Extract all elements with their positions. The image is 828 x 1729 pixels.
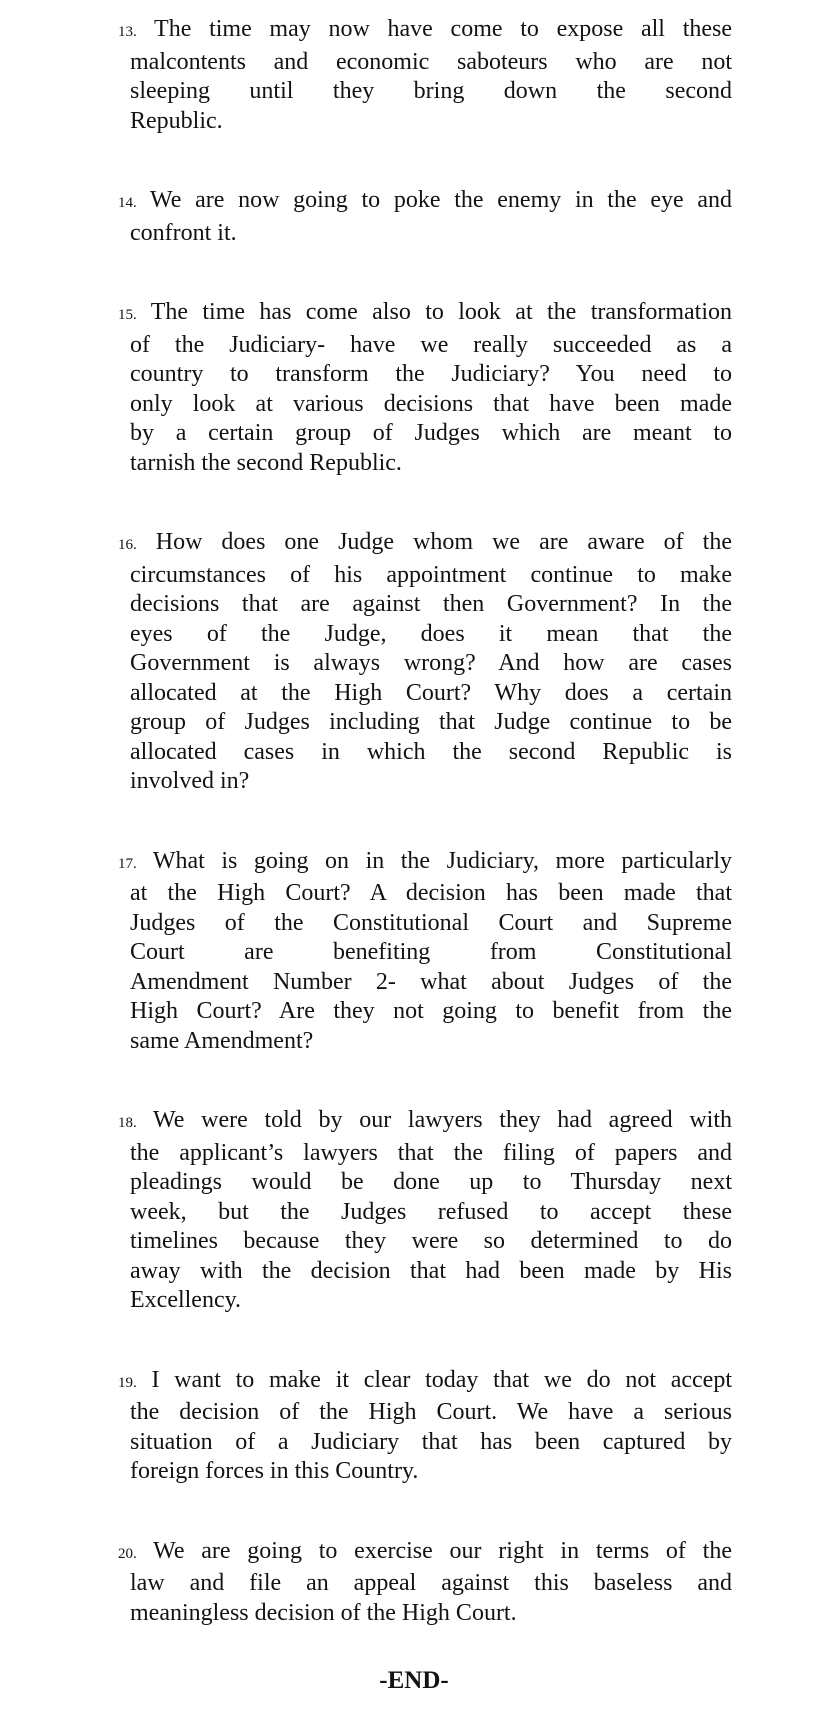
text-line: 17. What is going on in the Judiciary, more particularly — [118, 847, 732, 874]
text-line: eyes of the Judge, does it mean that the — [130, 620, 732, 647]
text-line: law and file an appeal against this baseless and — [130, 1570, 732, 1596]
text-line: circumstances of his appointment continue to make — [130, 561, 732, 588]
paragraph-13 — [118, 15, 732, 136]
text-line: confront it. — [130, 219, 237, 246]
text-line: decisions that are against then Government? In the — [130, 591, 732, 617]
text-line: malcontents and economic saboteurs who are not — [130, 48, 732, 75]
text-line: Republic. — [130, 107, 223, 134]
paragraph-14 — [118, 186, 732, 248]
text-line: of the Judiciary- have we really succeeded as a — [130, 331, 732, 358]
paragraph-number: 13. — [118, 24, 137, 40]
text-line: pleadings would be done up to Thursday next — [130, 1169, 732, 1195]
text-line: 20. We are going to exercise our right in terms of the — [118, 1537, 732, 1564]
paragraph-17 — [118, 847, 732, 1057]
text-line: 19. I want to make it clear today that we do not accept — [118, 1366, 732, 1393]
text-line: allocated cases in which the second Republic is — [130, 738, 732, 765]
paragraph-18 — [118, 1106, 732, 1316]
text-line: sleeping until they bring down the second — [130, 78, 732, 104]
paragraph-15 — [118, 298, 732, 478]
text-line: meaningless decision of the High Court. — [130, 1599, 517, 1626]
text-line: Judges of the Constitutional Court and Supreme — [130, 909, 732, 936]
paragraph-19 — [118, 1366, 732, 1487]
paragraph-number: 14. — [118, 195, 137, 211]
text-line: 14. We are now going to poke the enemy in the eye and — [118, 187, 732, 213]
text-line: timelines because they were so determined to do — [130, 1228, 732, 1254]
text-line: involved in? — [130, 768, 250, 794]
text-line: 16. How does one Judge whom we are aware of the — [118, 529, 732, 555]
text-line: week, but the Judges refused to accept these — [130, 1198, 732, 1225]
text-line: 18. We were told by our lawyers they had agreed with — [118, 1107, 732, 1133]
text-line: Amendment Number 2- what about Judges of the — [130, 968, 732, 995]
paragraph-number: 19. — [118, 1374, 137, 1391]
text-line: by a certain group of Judges which are meant to — [130, 420, 732, 446]
text-line: the applicant’s lawyers that the filing of papers and — [130, 1139, 732, 1166]
paragraph-number: 18. — [118, 1115, 137, 1131]
paragraph-16 — [118, 528, 732, 797]
text-line: group of Judges including that Judge continue to be — [130, 709, 732, 735]
end-marker: -END- — [379, 1667, 449, 1694]
paragraph-number: 15. — [118, 307, 137, 323]
paragraph-number: 20. — [118, 1545, 137, 1562]
paragraph-20 — [118, 1537, 732, 1629]
text-line: situation of a Judiciary that has been captured by — [130, 1428, 732, 1455]
text-line: at the High Court? A decision has been made that — [130, 880, 732, 906]
text-line: 13. The time may now have come to expose all these — [118, 16, 732, 42]
text-line: Court are benefiting from Constitutional — [130, 939, 732, 965]
paragraph-number: 17. — [118, 855, 137, 872]
text-line: foreign forces in this Country. — [130, 1458, 419, 1484]
text-line: only look at various decisions that have been made — [130, 390, 732, 417]
paragraph-list — [118, 15, 732, 1678]
text-line: tarnish the second Republic. — [130, 449, 402, 476]
text-line: Government is always wrong? And how are cases — [130, 650, 732, 676]
text-line: High Court? Are they not going to benefit from the — [130, 998, 732, 1024]
text-line: 15. The time has come also to look at the transformation — [118, 299, 732, 325]
paragraph-number: 16. — [118, 537, 137, 553]
text-line: allocated at the High Court? Why does a certain — [130, 679, 732, 706]
text-line: country to transform the Judiciary? You need to — [130, 361, 732, 387]
text-line: away with the decision that had been made by His — [130, 1257, 732, 1284]
text-line: Excellency. — [130, 1287, 242, 1313]
text-line: same Amendment? — [130, 1027, 314, 1054]
text-line: the decision of the High Court. We have a serious — [130, 1399, 732, 1425]
